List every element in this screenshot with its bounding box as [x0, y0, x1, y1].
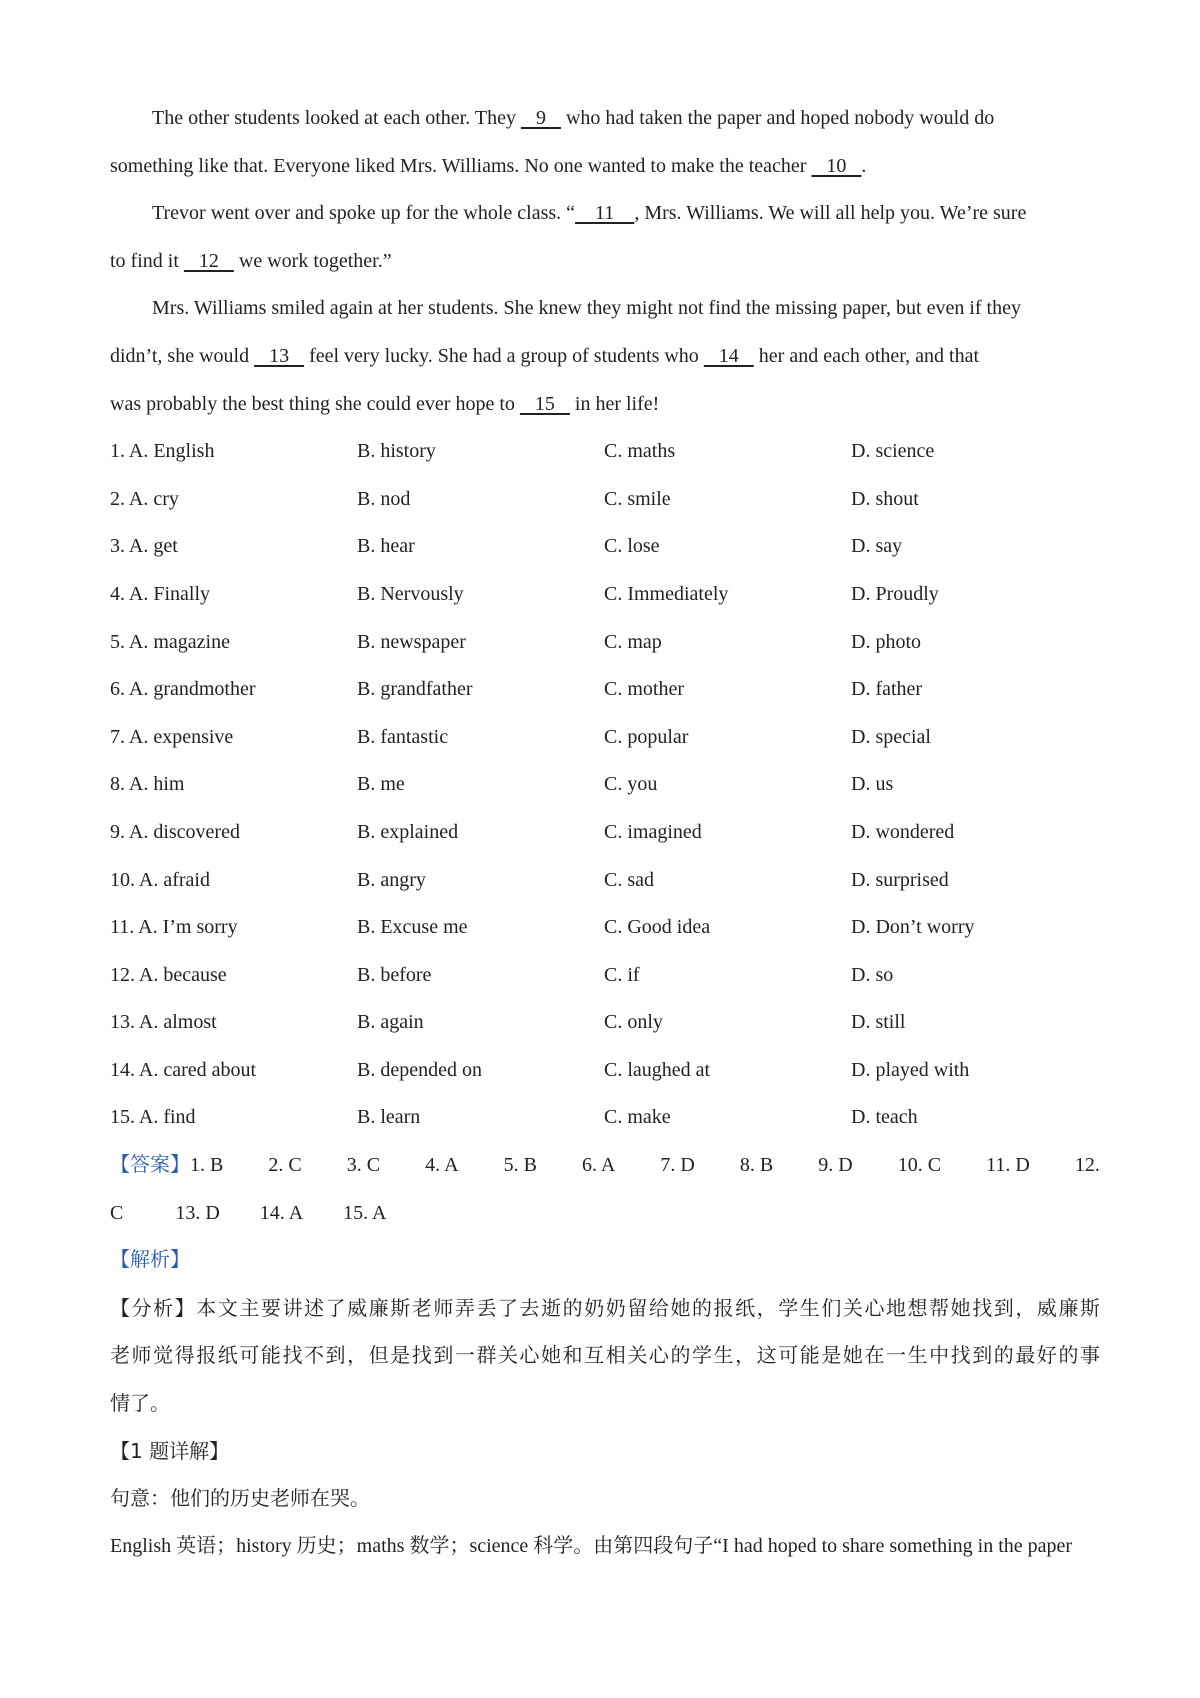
option-item: 1. A. English — [110, 440, 215, 463]
option-item: 14. A. cared about — [110, 1058, 257, 1081]
option-item: B. me — [357, 773, 405, 796]
passage-text: Trevor went over and spoke up for the whole class. “ — [152, 202, 576, 225]
answer-item: 6. A — [581, 1154, 616, 1177]
answer-item: 15. A — [343, 1201, 387, 1224]
options-list — [110, 428, 1100, 1142]
option-item: C. smile — [604, 487, 671, 510]
option-row — [110, 809, 1100, 857]
passage-text: in her life! — [569, 392, 660, 415]
option-row — [110, 1047, 1100, 1095]
option-item: D. father — [851, 678, 923, 701]
answer-item: 14. A — [259, 1201, 304, 1224]
option-item: 5. A. magazine — [110, 630, 230, 653]
question-detail-title: 【1 题详解】 — [110, 1438, 230, 1463]
option-row — [110, 523, 1100, 571]
passage-line — [110, 95, 1100, 143]
option-item: D. surprised — [851, 868, 949, 891]
option-item: C. if — [604, 963, 640, 986]
option-row — [110, 666, 1100, 714]
passage-text: , Mrs. Williams. We will all help you. We’re sure — [634, 202, 1027, 225]
option-item: C. popular — [604, 725, 689, 748]
option-item: B. again — [357, 1011, 424, 1034]
option-item: B. hear — [357, 535, 415, 558]
passage-text: was probably the best thing she could ever hope to — [110, 392, 520, 415]
option-item: D. wondered — [851, 820, 955, 843]
blank-11: 11 — [575, 202, 635, 225]
option-item: 2. A. cry — [110, 487, 179, 510]
option-row — [110, 857, 1100, 905]
passage-line — [110, 143, 1100, 191]
answer-item: 2. C — [268, 1154, 302, 1177]
option-row — [110, 1094, 1100, 1142]
blank-13: 13 — [254, 344, 305, 367]
answer-line — [110, 1190, 1100, 1238]
option-item: 8. A. him — [110, 773, 185, 796]
passage-line — [110, 238, 1100, 286]
answer-item: 10. C — [897, 1154, 942, 1177]
answer-item: 11. D — [986, 1154, 1030, 1177]
option-item: C. mother — [604, 678, 684, 701]
passage-text: something like that. Everyone liked Mrs. Williams. No one wanted to make the teacher — [110, 154, 812, 177]
passage-text: feel very lucky. She had a group of students who — [304, 344, 704, 367]
option-item: D. still — [851, 1011, 906, 1034]
blank-10: 10 — [811, 154, 862, 177]
passage-line — [110, 285, 1100, 333]
option-item: C. map — [604, 630, 662, 653]
option-row — [110, 904, 1100, 952]
option-item: 3. A. get — [110, 535, 178, 558]
answer-item: 12. — [1074, 1154, 1100, 1177]
passage-text: who had taken the paper and hoped nobody would do — [560, 107, 995, 129]
option-item: B. grandfather — [357, 678, 473, 701]
answer-line — [110, 1142, 1100, 1190]
option-item: C. Good idea — [604, 916, 711, 939]
option-item: B. angry — [357, 868, 426, 891]
option-item: 12. A. because — [110, 963, 227, 986]
answer-tag: 【答案】 — [110, 1154, 190, 1177]
option-item: 11. A. I’m sorry — [110, 916, 238, 939]
answer-item: 5. B — [503, 1154, 537, 1177]
analysis-summary: 老师觉得报纸可能找不到，但是找到一群关心她和互相关心的学生，这可能是她在一生中找到的最好的事 — [110, 1343, 1100, 1368]
question-detail: English 英语；history 历史；maths 数学；science 科学。由第四段句子“I had hoped to share something in the paper — [110, 1534, 1073, 1557]
passage-text: . — [861, 154, 867, 177]
blank-15: 15 — [519, 392, 570, 415]
option-item: C. only — [604, 1011, 663, 1034]
option-item: C. make — [604, 1106, 671, 1129]
option-row — [110, 571, 1100, 619]
answer-item: 8. B — [739, 1154, 774, 1177]
option-item: D. so — [851, 963, 894, 986]
option-item: 6. A. grandmother — [110, 678, 256, 701]
document-page — [110, 95, 1100, 1570]
option-item: D. shout — [851, 487, 919, 510]
option-row — [110, 428, 1100, 476]
option-item: C. lose — [604, 535, 660, 558]
option-item: 7. A. expensive — [110, 725, 234, 748]
option-item: C. laughed at — [604, 1058, 711, 1081]
option-row — [110, 952, 1100, 1000]
passage-line — [110, 190, 1100, 238]
passage-text: we work together.” — [233, 249, 392, 272]
option-item: C. Immediately — [604, 582, 729, 605]
option-item: D. played with — [851, 1058, 970, 1081]
option-item: 9. A. discovered — [110, 820, 240, 843]
option-item: 4. A. Finally — [110, 582, 211, 605]
blank-14: 14 — [703, 344, 754, 367]
option-item: B. Excuse me — [357, 916, 468, 939]
option-item: B. learn — [357, 1106, 421, 1129]
option-item: C. sad — [604, 868, 654, 891]
analysis-summary: 【分析】本文主要讲述了威廉斯老师弄丢了去逝的奶奶留给她的报纸，学生们关心地想帮她找到，威廉斯 — [110, 1295, 1100, 1320]
answer-item: C — [110, 1201, 124, 1224]
analysis-tag: 【解析】 — [110, 1249, 190, 1272]
option-item: B. before — [357, 963, 432, 986]
answer-group — [110, 1142, 223, 1190]
passage-text: didn’t, she would — [110, 344, 255, 367]
option-item: D. teach — [851, 1106, 918, 1129]
option-item: 15. A. find — [110, 1106, 196, 1129]
option-item: D. special — [851, 725, 931, 748]
option-item: D. us — [851, 773, 894, 796]
option-item: B. newspaper — [357, 630, 466, 653]
analysis-summary: 情了。 — [110, 1391, 170, 1416]
option-item: C. you — [604, 773, 658, 796]
answer-item: 3. C — [346, 1154, 381, 1177]
option-item: B. depended on — [357, 1058, 482, 1081]
answer-item: 1. B — [190, 1154, 224, 1177]
option-item: D. science — [851, 440, 935, 463]
option-item: D. Don’t worry — [851, 916, 975, 939]
option-item: D. Proudly — [851, 582, 939, 605]
option-row — [110, 619, 1100, 667]
option-row — [110, 999, 1100, 1047]
option-item: C. maths — [604, 440, 676, 463]
passage-text: The other students looked at each other. They — [152, 107, 521, 129]
option-row — [110, 761, 1100, 809]
option-item: B. history — [357, 440, 436, 463]
answer-item: 9. D — [818, 1154, 853, 1177]
passage-text: her and each other, and that — [753, 344, 980, 367]
option-item: B. nod — [357, 487, 411, 510]
option-item: B. explained — [357, 820, 459, 843]
blank-12: 12 — [183, 249, 234, 272]
blank-9: 9 — [520, 107, 561, 129]
option-item: 13. A. almost — [110, 1011, 217, 1034]
option-item: B. fantastic — [357, 725, 449, 748]
passage-line — [110, 333, 1100, 381]
passage-text: to find it — [110, 249, 184, 272]
option-item: B. Nervously — [357, 582, 464, 605]
option-item: D. say — [851, 535, 903, 558]
option-row — [110, 476, 1100, 524]
option-item: C. imagined — [604, 820, 702, 843]
option-item: D. photo — [851, 630, 921, 653]
option-item: 10. A. afraid — [110, 868, 210, 891]
answer-item: 4. A — [425, 1154, 459, 1177]
answer-item: 7. D — [660, 1154, 695, 1177]
passage-text: Mrs. Williams smiled again at her students. She knew they might not find the missing paper, but even if they — [152, 297, 1021, 320]
question-meaning: 句意：他们的历史老师在哭。 — [110, 1486, 370, 1511]
answer-item: 13. D — [175, 1201, 220, 1224]
passage-line — [110, 381, 1100, 429]
option-row — [110, 714, 1100, 762]
